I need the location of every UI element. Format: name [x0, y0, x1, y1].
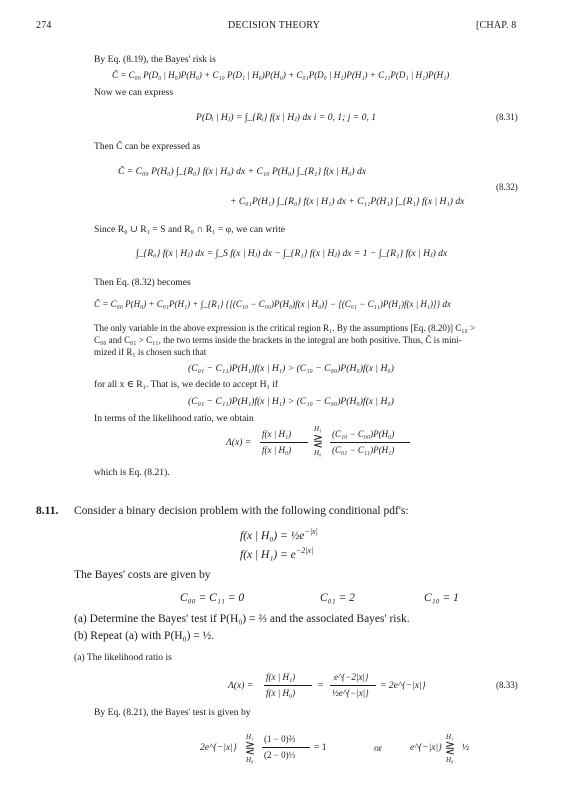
lr-numerator-2: (C₁₀ − C₀₀)P(H₀) — [332, 429, 395, 439]
test-h1-label: H₁ — [246, 733, 254, 741]
equation-number-8-33: (8.33) — [496, 680, 518, 690]
test-h0-label: H₀ — [246, 756, 254, 764]
test2-h0-label: H₀ — [446, 756, 454, 764]
problem-statement: Consider a binary decision problem with the following conditional pdf's: — [74, 505, 409, 517]
text-which-is: which is Eq. (8.21). — [94, 467, 170, 478]
part-a: (a) Determine the Bayes' test if P(H₀) = ⅔ and the associated Bayes' risk. — [74, 613, 410, 625]
pdf-h0: f(x | $H_0) = \frac{1}{2}e^{-|x|}$ — [240, 527, 318, 542]
equation-8-31: P(Dᵢ | Hⱼ) = ∫_{Rᵢ} f(x | Hⱼ) dx i = 0, 1; j = 0, 1 — [196, 112, 377, 123]
problem-number: 8.11. — [36, 505, 59, 517]
text-by-821: By Eq. (8.21), the Bayes' test is given by — [94, 707, 251, 718]
test2-h1-label: H₁ — [446, 733, 454, 741]
eq833-lhs: Λ(x) = — [228, 680, 254, 691]
text-bayes-risk: By Eq. (8.19), the Bayes' risk is — [94, 54, 216, 65]
text-now-express: Now we can express — [94, 87, 174, 98]
test-lhs: 2e^{−|x|} — [200, 742, 237, 753]
eq833-denominator-1: f(x | H₀) — [266, 688, 296, 698]
equation-inequality-2: (C₀₁ − C₁₁)P(H₁)f(x | H₁) > (C₁₀ − C₀₀)P(H₀)f(x | H₀) — [188, 396, 394, 407]
cost-c00-c11: C₀₀ = C₁₁ = 0 — [180, 592, 245, 604]
lr-compare: ⋛ — [313, 434, 324, 448]
equation-number-8-32: (8.32) — [496, 182, 518, 192]
lr-denominator-2: (C₀₁ − C₁₁)P(H₁) — [332, 445, 395, 455]
page-number: 274 — [36, 20, 52, 31]
test2-compare: ⋛ — [445, 741, 456, 755]
lr-fraction-bar-2 — [330, 442, 410, 443]
test-equals-one: = 1 — [314, 742, 327, 753]
test2-rhs: ½ — [462, 742, 470, 753]
test2-lhs: e^{−|x|} — [410, 742, 442, 753]
eq833-numerator-1: f(x | H₁) — [266, 672, 296, 682]
test-or: or — [374, 743, 382, 754]
lr-fraction-bar-1 — [260, 442, 308, 443]
equation-inequality-1: (C₀₁ − C₁₁)P(H₁)f(x | H₁) > (C₁₀ − C₀₀)P(H₀)f(x | H₀) — [188, 363, 394, 374]
text-since: Since R₀ ∪ R₁ = S and R₀ ∩ R₁ = φ, we can write — [94, 224, 285, 235]
equation-becomes: C̄ = C₀₀ P(H₀) + C₀₁P(H₁) + ∫_{R₁} {[(C₁₀ − C₀₀)P(H₀)f(x | H₀)] − [(C₀₁ − C₁₁)P(H₁)f(x | H₁)]} dx — [94, 299, 451, 309]
cost-c01: C₀₁ = 2 — [320, 592, 355, 604]
lr-numerator-1: f(x | H₁) — [262, 429, 292, 439]
pdf-h1: f(x | $H_1) = e^{-2|x|}$ — [240, 546, 314, 561]
lr-denominator-1: f(x | H₀) — [262, 445, 292, 455]
text-then-c: Then C̄ can be expressed as — [94, 141, 201, 152]
eq833-equals: = — [318, 680, 324, 691]
eq833-fraction-bar-1 — [264, 685, 312, 686]
text-for-all: for all x ∈ R₁. That is, we decide to accept H₁ if — [94, 379, 279, 390]
test-fraction-bar — [262, 747, 310, 748]
eq833-denominator-2: ½e^{−|x|} — [332, 688, 369, 698]
costs-intro: The Bayes' costs are given by — [74, 569, 211, 581]
running-title: DECISION THEORY — [228, 20, 320, 31]
test-numerator: (1 − 0)⅔ — [264, 734, 296, 744]
equation-bayes-risk: C̄ = C₀₀ P(D₀ | H₀)P(H₀) + C₁₀ P(D₁ | H₀)P(H₀) + C₀₁P(D₀ | H₁)P(H₁) + C₁₁P(D₁ | H₁)P(H₁) — [112, 70, 450, 80]
equation-number-8-31: (8.31) — [496, 112, 518, 122]
eq833-numerator-2: e^{−2|x|} — [334, 672, 369, 682]
text-then-eq: Then Eq. (8.32) becomes — [94, 277, 191, 288]
test-compare: ⋛ — [245, 741, 256, 755]
cost-c10: C₁₀ = 1 — [424, 592, 459, 604]
lr-lhs: Λ(x) = — [226, 437, 252, 448]
lr-h1-label: H₁ — [314, 425, 322, 433]
paragraph-line-1: The only variable in the above expression is the critical region R₁. By the assumptions [Eq. (8.20)] C₁₀ > — [94, 323, 476, 333]
test-denominator: (2 − 0)⅓ — [264, 750, 296, 760]
part-b: (b) Repeat (a) with P(H₀) = ½. — [74, 630, 215, 642]
equation-8-32-line1: C̄ = C₀₀ P(H₀) ∫_{R₀} f(x | H₀) dx + C₁₀ P(H₀) ∫_{R₁} f(x | H₀) dx — [118, 166, 367, 177]
solution-a: (a) The likelihood ratio is — [74, 652, 172, 663]
paragraph-line-3: mized if R₁ is chosen such that — [94, 347, 207, 357]
lr-h0-label: H₀ — [314, 449, 322, 457]
eq833-fraction-bar-2 — [330, 685, 376, 686]
equation-complement: ∫_{R₀} f(x | Hⱼ) dx = ∫_S f(x | Hⱼ) dx − ∫_{R₁} f(x | Hⱼ) dx = 1 − ∫_{R₁} f(x | Hⱼ) dx — [136, 248, 448, 259]
chapter-label: [CHAP. 8 — [476, 20, 517, 31]
eq833-rhs: = 2e^{−|x|} — [380, 680, 426, 691]
equation-8-32-line2: + C₀₁P(H₁) ∫_{R₀} f(x | H₁) dx + C₁₁P(H₁) ∫_{R₁} f(x | H₁) dx — [230, 196, 465, 207]
paragraph-line-2: C₀₀ and C₀₁ > C₁₁, the two terms inside the brackets in the integral are both positive. Thus, C̄ is mini- — [94, 335, 462, 345]
text-in-terms: In terms of the likelihood ratio, we obtain — [94, 413, 254, 424]
